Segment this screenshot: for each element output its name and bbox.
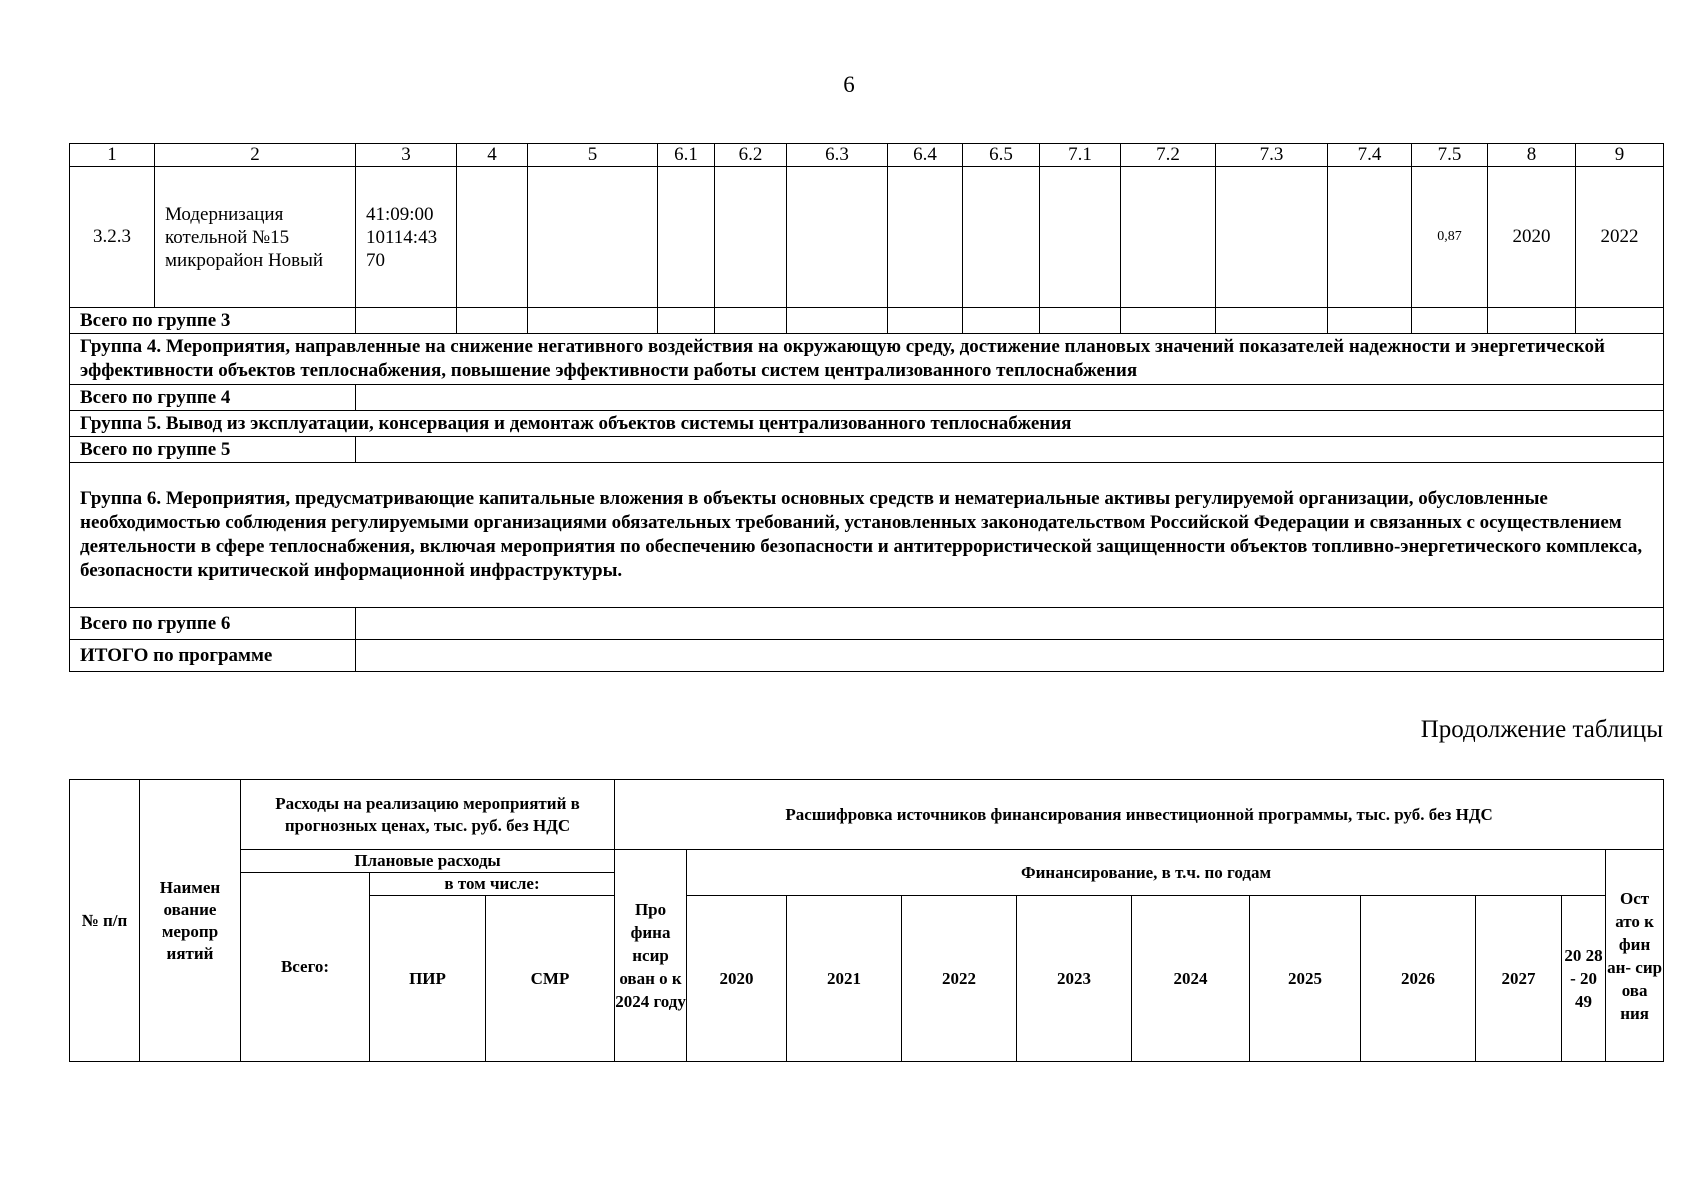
group-total-row [70, 385, 1664, 411]
cadastral-number-line: 41:09:00 [366, 203, 434, 225]
column-number: 8 [1488, 144, 1576, 167]
year-start: 2020 [1488, 167, 1576, 308]
financed-by-2024-header: Про фина нсир ован о к 2024 году [615, 850, 687, 1062]
cell [356, 437, 1664, 463]
smr-header: СМР [486, 896, 615, 1062]
cell [528, 167, 658, 308]
group-total-label: Всего по группе 6 [70, 608, 356, 640]
measure-name-line: Модернизация [165, 203, 284, 225]
including-header: в том числе: [370, 873, 615, 896]
column-number: 7.4 [1328, 144, 1412, 167]
cell [963, 167, 1040, 308]
col-number-header: № п/п [70, 780, 140, 1062]
measure-name-line: котельной №15 [165, 226, 290, 248]
year-header: 2025 [1250, 896, 1361, 1062]
program-total-label: ИТОГО по программе [70, 640, 356, 672]
cadastral-number [356, 167, 457, 308]
column-number: 7.2 [1121, 144, 1216, 167]
program-total-row [70, 640, 1664, 672]
group-heading-row [70, 463, 1664, 608]
year-header: 2024 [1132, 896, 1250, 1062]
table-row [70, 167, 1664, 308]
group-total-label: Всего по группе 3 [70, 308, 356, 334]
column-number: 7.5 [1412, 144, 1488, 167]
cell [715, 308, 787, 334]
cadastral-number-line: 10114:43 [366, 226, 438, 248]
column-number: 6.3 [787, 144, 888, 167]
cell [658, 308, 715, 334]
cell [1216, 167, 1328, 308]
cell [1412, 308, 1488, 334]
group-heading: Группа 6. Мероприятия, предусматривающие капитальные вложения в объекты основных средств и нематериальные активы регулируемой организации, обусловленные необходимостью соблюдения регулируемыми организациями обязательных требований, установленных законодательством Российской Федерации и связанных с осуществлением деятельности в сфере теплоснабжения, включая мероприятия по обеспечению безопасности и антитеррористической защищенности объектов топливно-энергетического комплекса, безопасности критической информационной инфраструктуры. [70, 463, 1664, 608]
group-heading-row [70, 411, 1664, 437]
cell [888, 167, 963, 308]
year-header: 2021 [787, 896, 902, 1062]
column-number: 6.2 [715, 144, 787, 167]
cell [1328, 167, 1412, 308]
column-number: 6.5 [963, 144, 1040, 167]
year-end: 2022 [1576, 167, 1664, 308]
financing-by-years-header: Финансирование, в т.ч. по годам [687, 850, 1606, 896]
column-number-row [70, 144, 1664, 167]
total-header: Всего: [241, 873, 370, 1062]
column-number: 6.4 [888, 144, 963, 167]
header-row [70, 850, 1664, 873]
cell [1488, 308, 1576, 334]
cell [1040, 167, 1121, 308]
year-header: 2020 [687, 896, 787, 1062]
funding-sources-header: Расшифровка источников финансирования инвестиционной программы, тыс. руб. без НДС [615, 780, 1664, 850]
group-total-label: Всего по группе 4 [70, 385, 356, 411]
cadastral-number-line: 70 [366, 249, 385, 271]
cell [963, 308, 1040, 334]
cell [715, 167, 787, 308]
measure-name [155, 167, 356, 308]
column-number: 3 [356, 144, 457, 167]
cell [787, 308, 888, 334]
header-row [70, 780, 1664, 850]
group-heading-row [70, 334, 1664, 385]
remaining-header: Ост ато к фин ан- сир ова ния [1606, 850, 1664, 1062]
year-header: 2026 [1361, 896, 1476, 1062]
cell [528, 308, 658, 334]
cell [1040, 308, 1121, 334]
cell [356, 608, 1664, 640]
column-number: 5 [528, 144, 658, 167]
planned-costs-header: Плановые расходы [241, 850, 615, 873]
pir-header: ПИР [370, 896, 486, 1062]
column-number: 7.3 [1216, 144, 1328, 167]
year-range-header: 20 28 - 20 49 [1562, 896, 1606, 1062]
measure-name-line: микрорайон Новый [165, 249, 324, 271]
column-number: 9 [1576, 144, 1664, 167]
costs-header: Расходы на реализацию мероприятий в прогнозных ценах, тыс. руб. без НДС [241, 780, 615, 850]
continuation-label: Продолжение таблицы [1420, 716, 1663, 743]
col-name-header: Наимен ование меропр иятий [140, 780, 241, 1062]
cell [1216, 308, 1328, 334]
cell [457, 308, 528, 334]
group-heading: Группа 4. Мероприятия, направленные на снижение негативного воздействия на окружающую среду, достижение плановых значений показателей надежности и энергетической эффективности объектов теплоснабжения, повышение эффективности работы систем централизованного теплоснабжения [70, 334, 1664, 385]
row-number: 3.2.3 [70, 167, 155, 308]
cell [1328, 308, 1412, 334]
group-total-row [70, 308, 1664, 334]
cell [356, 385, 1664, 411]
column-number: 1 [70, 144, 155, 167]
column-number: 4 [457, 144, 528, 167]
year-header: 2022 [902, 896, 1017, 1062]
group-total-row [70, 608, 1664, 640]
year-header: 2023 [1017, 896, 1132, 1062]
cell [787, 167, 888, 308]
group-heading: Группа 5. Вывод из эксплуатации, консервация и демонтаж объектов системы централизованного теплоснабжения [70, 411, 1664, 437]
year-header: 2027 [1476, 896, 1562, 1062]
cell [457, 167, 528, 308]
cell [1576, 308, 1664, 334]
cell [1121, 167, 1216, 308]
cell [356, 640, 1664, 672]
column-number: 7.1 [1040, 144, 1121, 167]
cell [658, 167, 715, 308]
column-number: 6.1 [658, 144, 715, 167]
page-number: 6 [843, 72, 855, 97]
group-total-row [70, 437, 1664, 463]
investment-table-continuation [69, 779, 1664, 1062]
cell [1121, 308, 1216, 334]
investment-table-top [69, 143, 1664, 672]
cell [888, 308, 963, 334]
column-number: 2 [155, 144, 356, 167]
value-7-5: 0,87 [1412, 167, 1488, 308]
cell [356, 308, 457, 334]
group-total-label: Всего по группе 5 [70, 437, 356, 463]
